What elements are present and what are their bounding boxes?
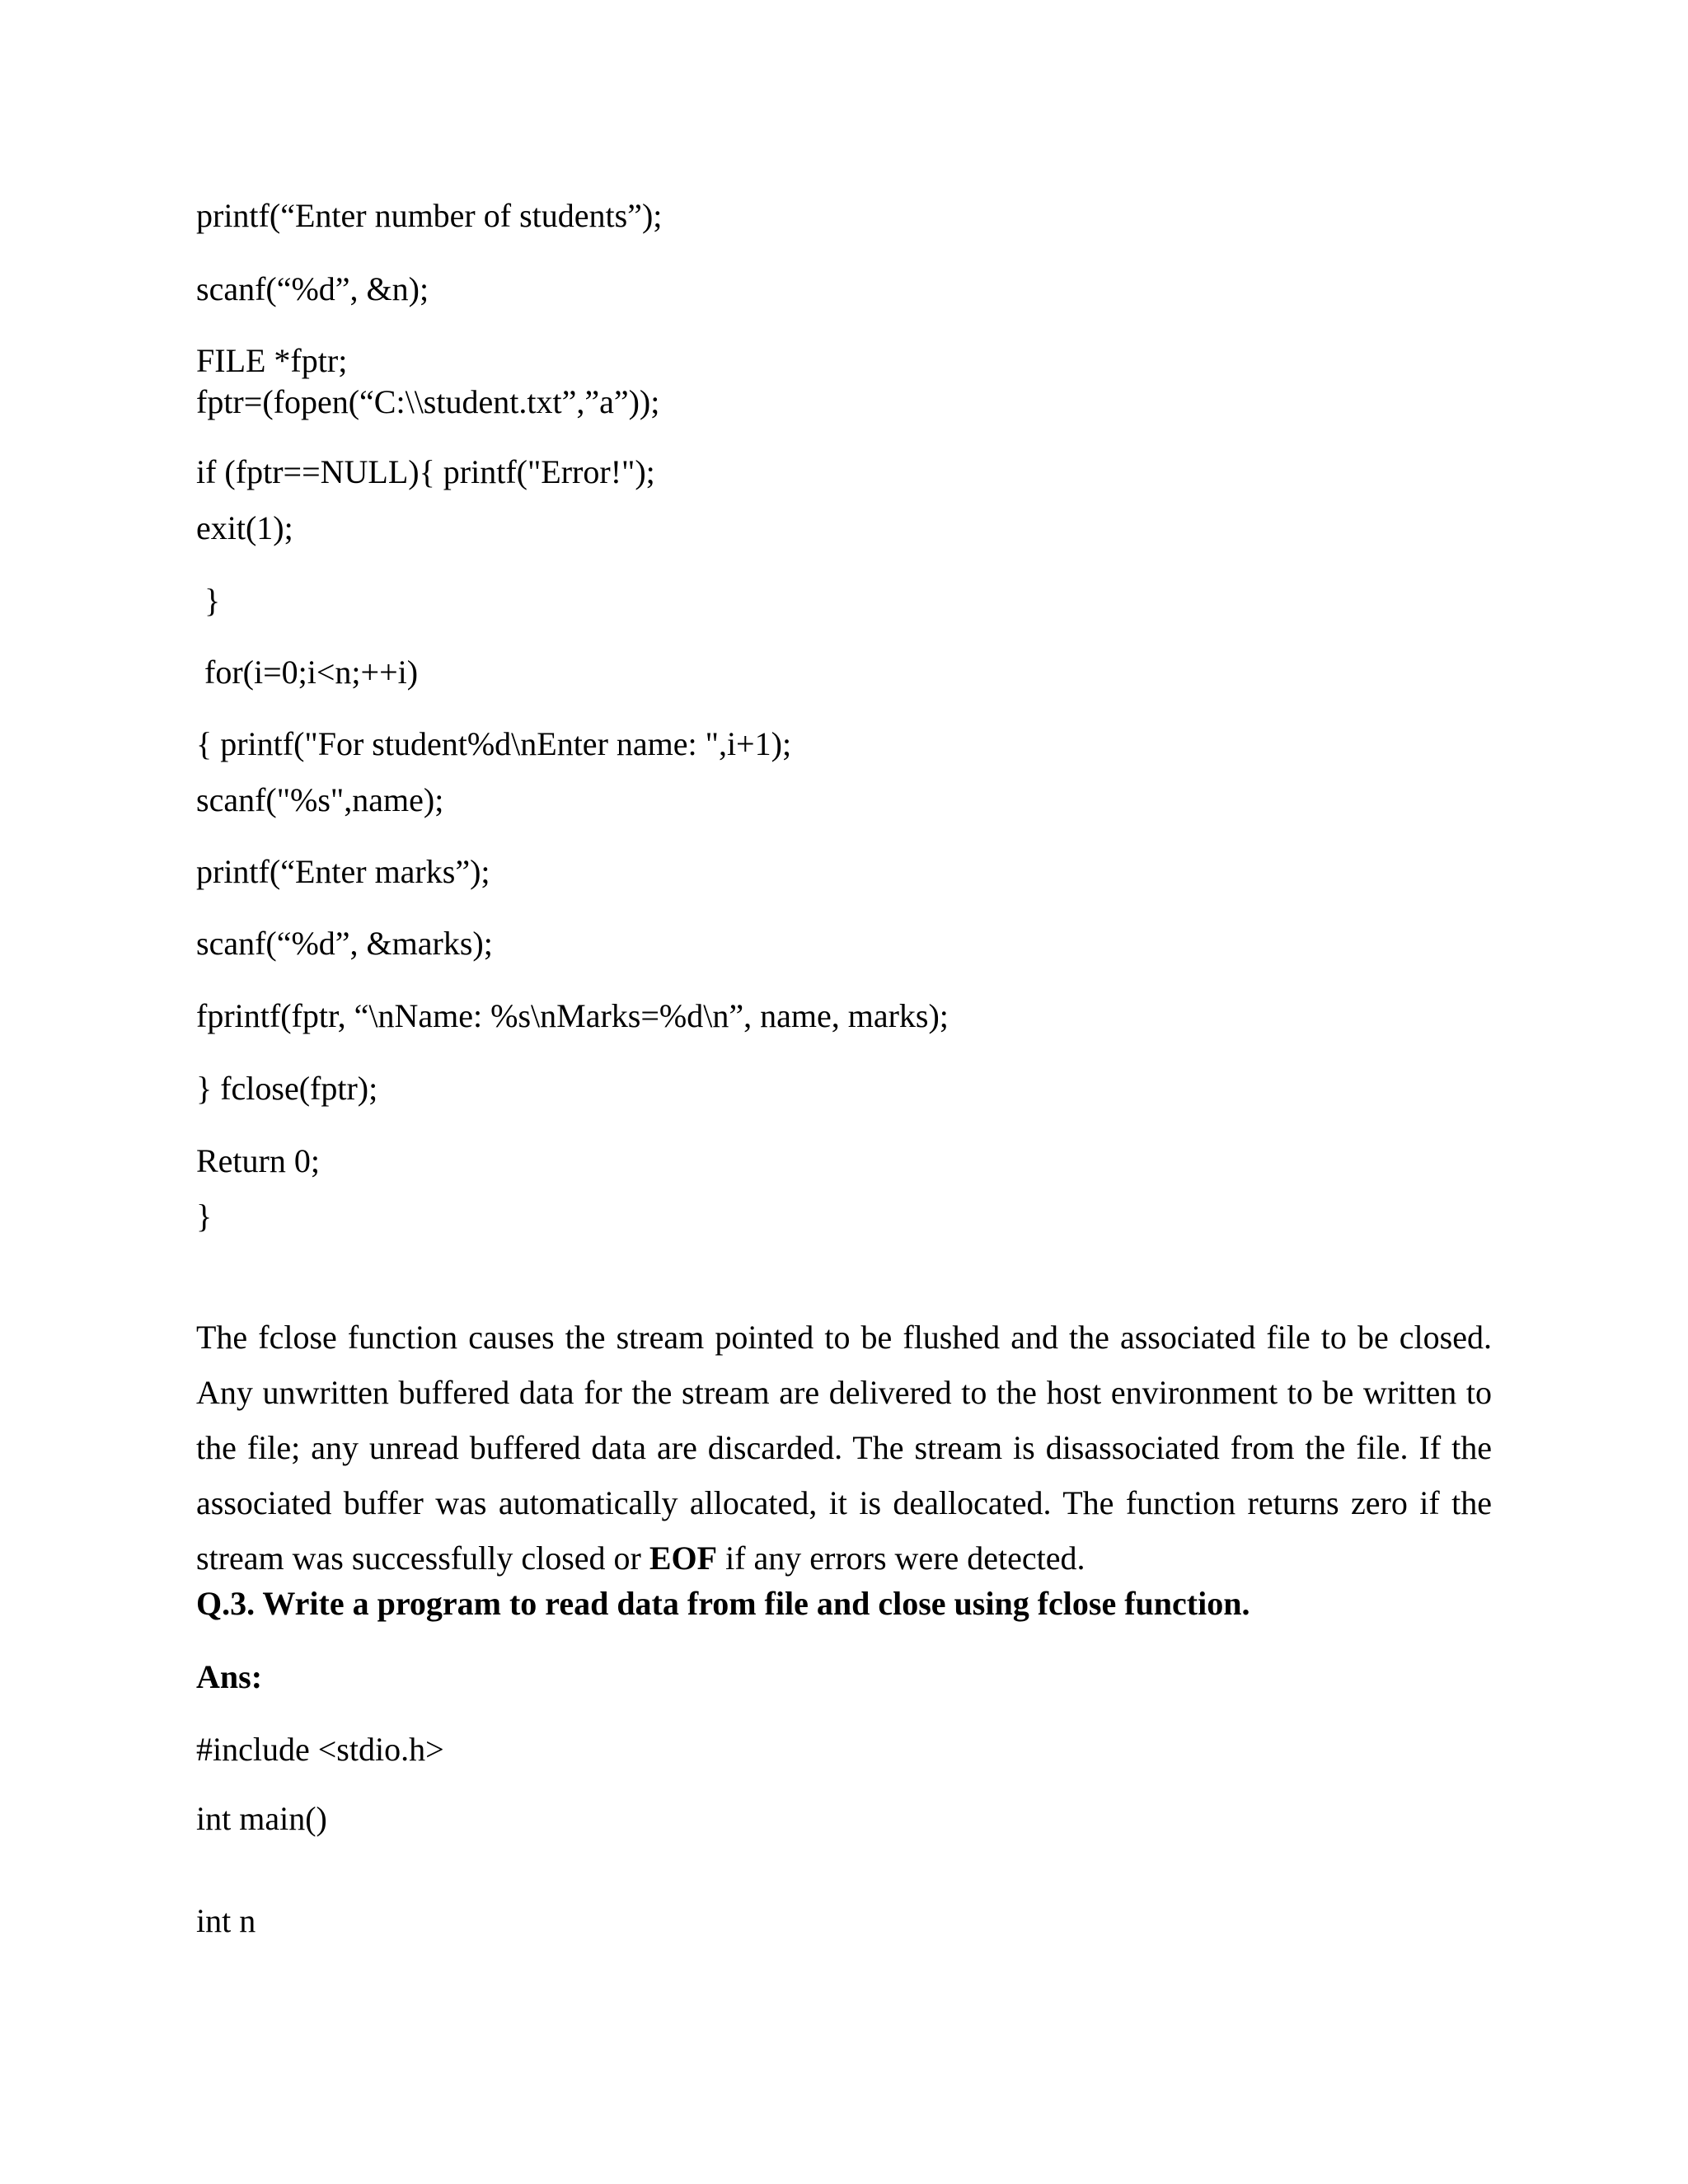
answer-label: Ans: <box>196 1658 263 1695</box>
code-line-16: } <box>196 1197 213 1235</box>
code-line-4: fptr=(fopen(“C:\\student.txt”,”a”)); <box>196 383 660 420</box>
code-line-9: { printf("For student%d\nEnter name: ",i+1); <box>196 725 792 762</box>
code-line-8: for(i=0;i<n;++i) <box>196 654 419 691</box>
code-line-6: exit(1); <box>196 509 293 546</box>
fclose-description-paragraph <box>196 1310 1492 1586</box>
code-bottom-line-3: int n <box>196 1902 256 1939</box>
code-line-12: scanf(“%d”, &marks); <box>196 925 493 962</box>
paragraph-line-5-end: if any errors were detected. <box>717 1540 1085 1577</box>
code-line-1: printf(“Enter number of students”); <box>196 197 663 234</box>
eof-keyword: EOF <box>649 1540 718 1577</box>
code-line-11: printf(“Enter marks”); <box>196 853 490 890</box>
code-bottom-line-1: #include <stdio.h> <box>196 1731 444 1768</box>
code-line-7: } <box>196 582 221 619</box>
paragraph-line-1: The fclose function causes the stream pointed to be flushed and the associated file to be closed. <box>196 1319 1492 1356</box>
paragraph-line-5-start: stream was successfully closed or <box>196 1540 649 1577</box>
code-line-5: if (fptr==NULL){ printf("Error!"); <box>196 453 655 490</box>
code-line-2: scanf(“%d”, &n); <box>196 270 429 307</box>
paragraph-line-2: Any unwritten buffered data for the stream are delivered to the host environment to be written to <box>196 1374 1492 1411</box>
code-line-14: } fclose(fptr); <box>196 1070 378 1107</box>
question-heading: Q.3. Write a program to read data from file and close using fclose function. <box>196 1585 1250 1622</box>
code-line-10: scanf("%s",name); <box>196 781 444 818</box>
paragraph-line-5 <box>196 1530 1492 1586</box>
code-line-13: fprintf(fptr, “\nName: %s\nMarks=%d\n”, name, marks); <box>196 997 949 1034</box>
paragraph-line-4: associated buffer was automatically allocated, it is deallocated. The function returns zero if the <box>196 1484 1492 1521</box>
paragraph-line-3: the file; any unread buffered data are discarded. The stream is disassociated from the file. If the <box>196 1429 1492 1466</box>
code-line-3: FILE *fptr; <box>196 342 348 379</box>
code-line-15: Return 0; <box>196 1142 320 1179</box>
code-bottom-line-2: int main() <box>196 1800 327 1837</box>
